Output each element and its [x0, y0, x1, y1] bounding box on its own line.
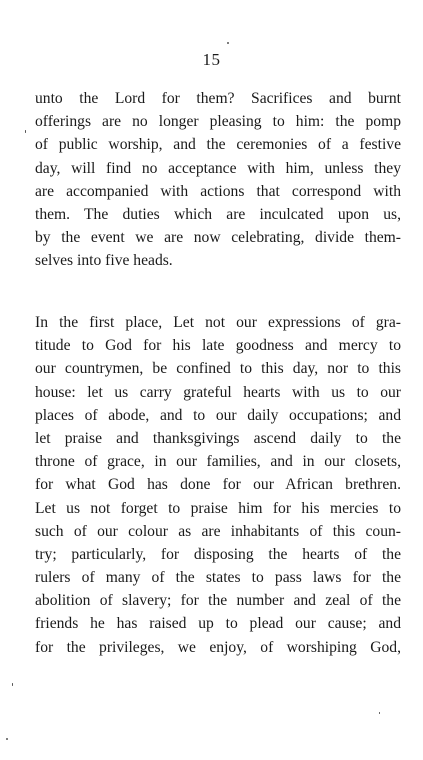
print-speck: [12, 683, 13, 686]
text-line: let praise and thanksgivings ascend daily to the: [35, 429, 401, 447]
text-line: unto the Lord for them? Sacrifices and burnt: [35, 90, 401, 107]
text-line: In the first place, Let not our expressions of gra-: [35, 314, 401, 331]
text-line: try; particularly, for disposing the hearts of the: [35, 545, 401, 563]
text-line: are accompanied with actions that correspond with: [35, 182, 401, 200]
text-line: Let us not forget to praise him for his mercies to: [35, 499, 401, 517]
text-line: by the event we are now celebrating, divide them-: [35, 229, 401, 247]
text-line: for what God has done for our African brethren.: [35, 476, 401, 494]
text-line: places of abode, and to our daily occupations; and: [35, 406, 401, 424]
text-line: abolition of slavery; for the number and zeal of the: [35, 592, 401, 610]
text-line: house: let us carry grateful hearts with us to our: [35, 383, 401, 401]
text-line: throne of grace, in our families, and in our closets,: [35, 453, 401, 471]
paragraph-2: [35, 311, 401, 659]
text-line: day, will find no acceptance with him, unless they: [35, 159, 401, 177]
text-line: them. The duties which are inculcated upon us,: [35, 205, 401, 223]
text-line: rulers of many of the states to pass laws for the: [35, 569, 401, 587]
text-line: such of our colour as are inhabitants of this coun-: [35, 522, 401, 540]
page-number: 15: [202, 50, 221, 69]
text-line: friends he has raised up to plead our cause; and: [35, 615, 401, 633]
print-speck: [6, 738, 8, 740]
text-line: our countrymen, be confined to this day, nor to this: [35, 360, 401, 378]
text-line: of public worship, and the ceremonies of a festive: [35, 136, 401, 154]
print-speck: [227, 42, 229, 44]
print-speck: [25, 130, 26, 133]
text-line: selves into five heads.: [35, 252, 173, 270]
text-line: titude to God for his late goodness and mercy to: [35, 337, 401, 355]
text-line: offerings are no longer pleasing to him: the pomp: [35, 113, 401, 131]
print-speck: [379, 712, 380, 714]
text-line: for the privileges, we enjoy, of worshiping God,: [35, 638, 401, 656]
paragraph-1: [35, 87, 401, 273]
